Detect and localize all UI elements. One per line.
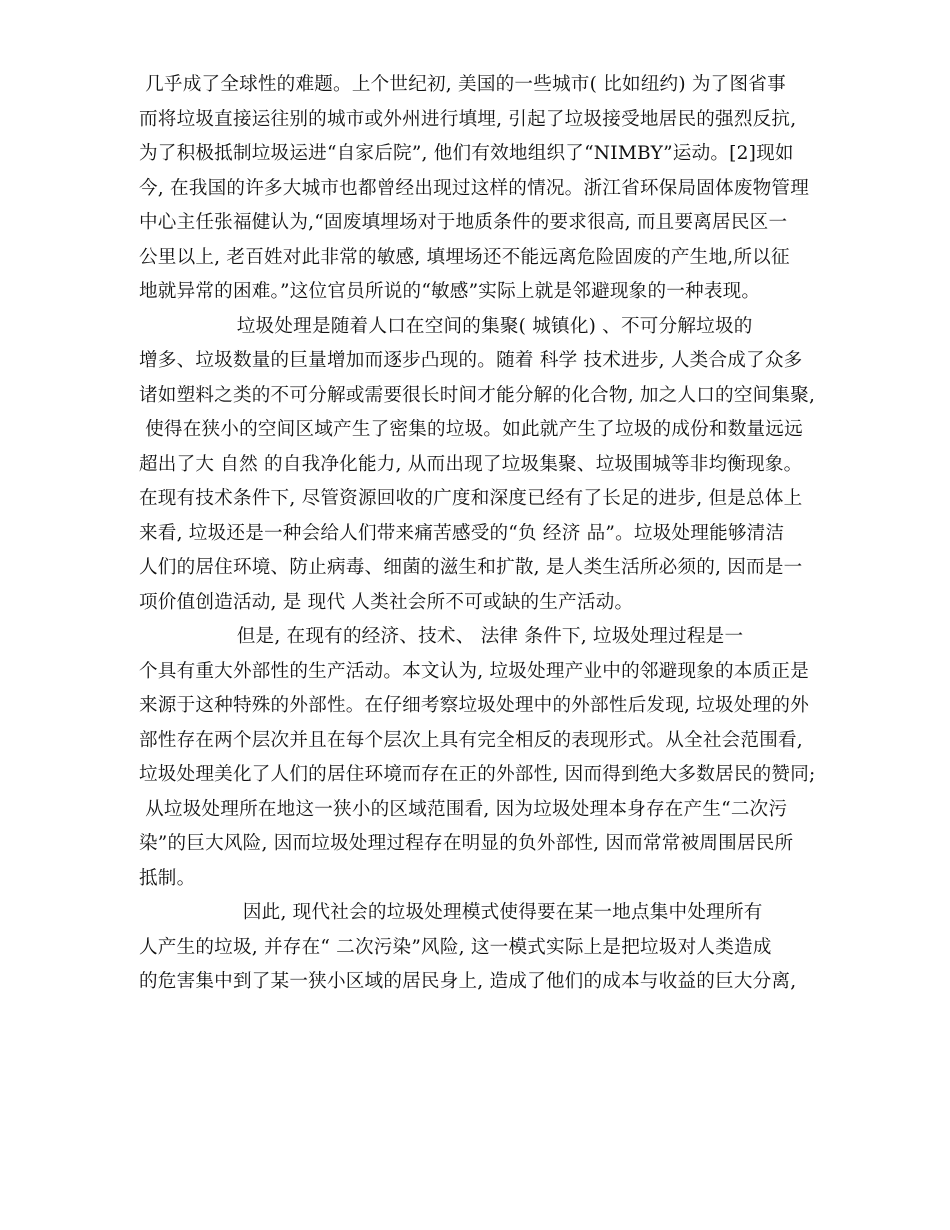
text-line: 地就异常的困难。”这位官员所说的“敏感”实际上就是邻避现象的一种表现。 [139,281,761,302]
text-line: 几乎成了全球性的难题。上个世纪初, 美国的一些城市( 比如纽约) 为了图省事 [139,74,786,95]
text-line: 人们的居住环境、防止病毒、细菌的滋生和扩散, 是人类生活所必须的, 因而是一 [139,557,803,578]
text-line: 但是, 在现有的经济、技术、 法律 条件下, 垃圾处理过程是一 [139,626,744,647]
text-line: 超出了大 自然 的自我净化能力, 从而出现了垃圾集聚、垃圾围城等非均衡现象。 [139,453,803,475]
text-line: 从垃圾处理所在地这一狭小的区域范围看, 因为垃圾处理本身存在产生“二次污 [139,798,788,820]
text-line: 今, 在我国的许多大城市也都曾经出现过这样的情况。浙江省环保局固体废物管理 [139,177,810,199]
text-line: 中心主任张福健认为,“固废填埋场对于地质条件的要求很高, 而且要离居民区一 [139,212,788,233]
text-line: 为了积极抵制垃圾运进“自家后院”, 他们有效地组织了“NIMBY”运动。[2]现如 [139,143,794,164]
text-line: 而将垃圾直接运往别的城市或外州进行填埋, 引起了垃圾接受地居民的强烈反抗, [139,108,797,130]
text-line: 诸如塑料之类的不可分解或需要很长时间才能分解的化合物, 加之人口的空间集聚, [139,384,816,406]
document-body [139,68,829,1000]
text-line: 来源于这种特殊的外部性。在仔细考察垃圾处理中的外部性后发现, 垃圾处理的外 [139,695,810,716]
text-line: 增多、垃圾数量的巨量增加而逐步凸现的。随着 科学 技术进步, 人类合成了众多 [139,350,803,371]
text-line: 因此, 现代社会的垃圾处理模式使得要在某一地点集中处理所有 [139,902,763,923]
text-line: 人产生的垃圾, 并存在“ 二次污染”风险, 这一模式实际上是把垃圾对人类造成 [139,936,772,958]
text-line: 来看, 垃圾还是一种会给人们带来痛苦感受的“负 经济 品”。垃圾处理能够清洁 [139,522,785,544]
text-line: 染”的巨大风险, 因而垃圾处理过程存在明显的负外部性, 因而常常被周围居民所 [139,833,794,854]
text-line: 公里以上, 老百姓对此非常的敏感, 填埋场还不能远离危险固废的产生地,所以征 [139,246,790,268]
text-line: 垃圾处理美化了人们的居住环境而存在正的外部性, 因而得到绝大多数居民的赞同; [139,764,816,785]
text-line: 在现有技术条件下, 尽管资源回收的广度和深度已经有了长足的进步, 但是总体上 [139,488,803,509]
text-line: 个具有重大外部性的生产活动。本文认为, 垃圾处理产业中的邻避现象的本质正是 [139,660,810,682]
text-line: 使得在狭小的空间区域产生了密集的垃圾。如此就产生了垃圾的成份和数量远远 [139,419,803,440]
text-line: 部性存在两个层次并且在每个层次上具有完全相反的表现形式。从全社会范围看, [139,729,803,751]
text-line: 抵制。 [139,867,196,889]
text-line: 垃圾处理是随着人口在空间的集聚( 城镇化) 、不可分解垃圾的 [139,315,753,337]
text-line: 项价值创造活动, 是 现代 人类社会所不可或缺的生产活动。 [139,591,634,613]
text-line: 的危害集中到了某一狭小区域的居民身上, 造成了他们的成本与收益的巨大分离, [139,971,797,992]
